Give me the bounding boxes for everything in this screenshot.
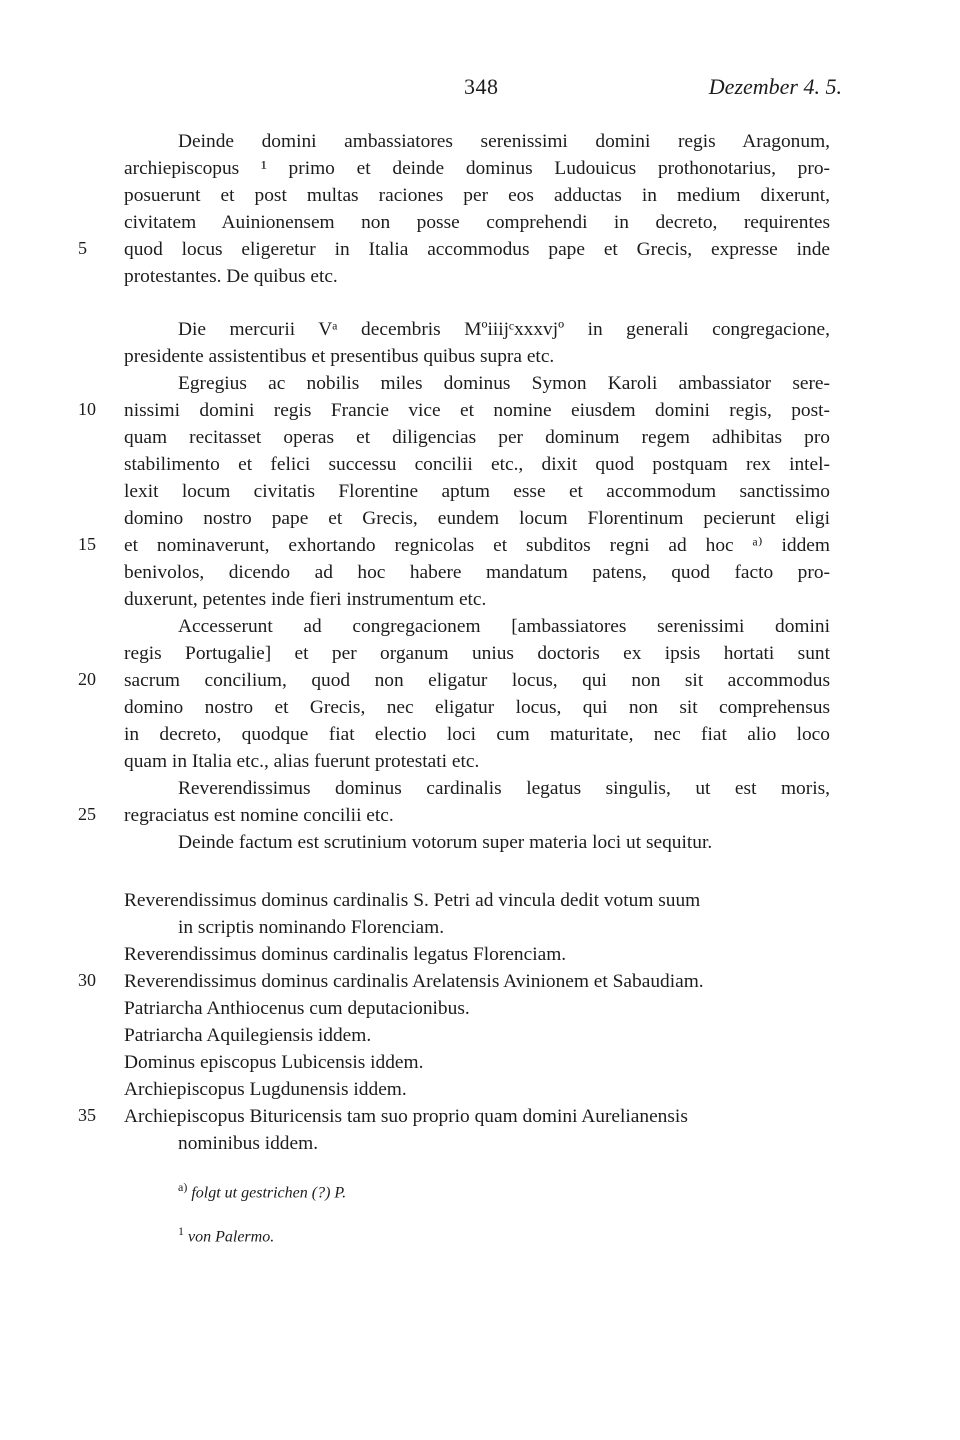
text-line [0, 558, 960, 588]
line-text: presidente assistentibus et presentibus quibus supra etc. [124, 346, 555, 367]
text-line [0, 1048, 960, 1078]
line-text: quam recitasset operas et diligencias per dominum regem adhibitas pro [124, 427, 830, 448]
line-text: Accesserunt ad congregacionem [ambassiatores serenissimi domini [178, 616, 830, 637]
text-line [0, 262, 960, 292]
line-text: Patriarcha Anthiocenus cum deputacionibus. [124, 998, 470, 1019]
line-text: Reverendissimus dominus cardinalis legatus Florenciam. [124, 944, 567, 965]
line-number: 10 [78, 399, 96, 419]
line-text: protestantes. De quibus etc. [124, 266, 338, 287]
line-text: Die mercurii Vᵃ decembris Mºiiijᶜxxxvjº in generali congregacione, [178, 319, 830, 340]
line-text: duxerunt, petentes inde fieri instrumentum etc. [124, 589, 487, 610]
text-line [0, 886, 960, 916]
line-text: Reverendissimus dominus cardinalis Arelatensis Avinionem et Sabaudiam. [124, 971, 704, 992]
text-line [0, 1129, 960, 1159]
text-line [0, 423, 960, 453]
line-text: Deinde domini ambassiatores serenissimi domini regis Aragonum, [178, 131, 830, 152]
line-text: regis Portugalie] et per organum unius doctoris ex ipsis hortati sunt [124, 643, 830, 664]
text-line [0, 693, 960, 723]
text-line [0, 994, 960, 1024]
line-text: domino nostro et Grecis, nec eligatur locus, qui non sit comprehensus [124, 697, 830, 718]
text-line [0, 154, 960, 184]
line-text: sacrum concilium, quod non eligatur locus, qui non sit accommodus [124, 670, 830, 691]
line-text: Deinde factum est scrutinium votorum super materia loci ut sequitur. [178, 832, 713, 853]
line-text: Patriarcha Aquilegiensis iddem. [124, 1025, 372, 1046]
text-line [0, 181, 960, 211]
footnote [178, 1180, 346, 1202]
line-text: in scriptis nominando Florenciam. [178, 917, 445, 938]
line-text: archiepiscopus ¹ primo et deinde dominus Ludouicus prothonotarius, pro- [124, 158, 830, 179]
line-text: benivolos, dicendo ad hoc habere mandatum patens, quod facto pro- [124, 562, 830, 583]
line-text: Reverendissimus dominus cardinalis S. Petri ad vincula dedit votum suum [124, 890, 701, 911]
line-number: 15 [78, 534, 96, 554]
text-line [0, 774, 960, 804]
text-line [0, 913, 960, 943]
line-text: regraciatus est nomine concilii etc. [124, 805, 394, 826]
footnote [178, 1224, 274, 1246]
text-line [0, 396, 960, 426]
text-line [0, 504, 960, 534]
text-line [0, 450, 960, 480]
page-header [0, 74, 960, 104]
text-line [0, 585, 960, 615]
line-text: Dominus episcopus Lubicensis iddem. [124, 1052, 424, 1073]
text-line [0, 342, 960, 372]
line-text: Reverendissimus dominus cardinalis legatus singulis, ut est moris, [178, 778, 830, 799]
line-number: 5 [78, 238, 87, 258]
line-text: Egregius ac nobilis miles dominus Symon Karoli ambassiator sere- [178, 373, 830, 394]
line-text: Archiepiscopus Lugdunensis iddem. [124, 1079, 407, 1100]
line-text: nominibus iddem. [178, 1133, 319, 1154]
text-line [0, 477, 960, 507]
line-text: in decreto, quodque fiat electio loci cum maturitate, nec fiat alio loco [124, 724, 830, 745]
line-text: stabilimento et felici successu concilii etc., dixit quod postquam rex intel- [124, 454, 830, 475]
line-text: posuerunt et post multas raciones per eos adductas in medium dixerunt, [124, 185, 830, 206]
text-line [0, 1102, 960, 1132]
text-line [0, 127, 960, 157]
text-line [0, 369, 960, 399]
line-number: 35 [78, 1105, 96, 1125]
text-line [0, 208, 960, 238]
footnote-mark: a) [178, 1180, 188, 1194]
text-line [0, 747, 960, 777]
text-line [0, 315, 960, 345]
text-line [0, 639, 960, 669]
line-number: 30 [78, 970, 96, 990]
text-line [0, 531, 960, 561]
line-text: domino nostro pape et Grecis, eundem locum Florentinum pecierunt eligi [124, 508, 830, 529]
text-line [0, 666, 960, 696]
text-line [0, 828, 960, 858]
line-text: quam in Italia etc., alias fuerunt protestati etc. [124, 751, 480, 772]
text-line [0, 940, 960, 970]
footnote-mark: 1 [178, 1224, 184, 1238]
line-text: Archiepiscopus Bituricensis tam suo proprio quam domini Aurelianensis [124, 1106, 688, 1127]
footnote-text: folgt ut gestrichen (?) P. [187, 1184, 347, 1202]
line-text: lexit locum civitatis Florentine aptum esse et accommodum sanctissimo [124, 481, 830, 502]
text-line [0, 1075, 960, 1105]
line-text: nissimi domini regis Francie vice et nomine eiusdem domini regis, post- [124, 400, 830, 421]
running-head: Dezember 4. 5. [708, 74, 842, 99]
text-line [0, 612, 960, 642]
line-text: et nominaverunt, exhortando regnicolas et subditos regni ad hoc ᵃ⁾ iddem [124, 535, 830, 556]
line-text: civitatem Auinionensem non posse comprehendi in decreto, requirentes [124, 212, 830, 233]
text-line [0, 235, 960, 265]
line-number: 20 [78, 669, 96, 689]
line-number: 25 [78, 804, 96, 824]
text-line [0, 720, 960, 750]
page-number: 348 [464, 74, 499, 99]
text-line [0, 801, 960, 831]
line-text: quod locus eligeretur in Italia accommodus pape et Grecis, expresse inde [124, 239, 830, 260]
footnote-text: von Palermo. [184, 1228, 275, 1246]
text-line [0, 967, 960, 997]
text-line [0, 1021, 960, 1051]
